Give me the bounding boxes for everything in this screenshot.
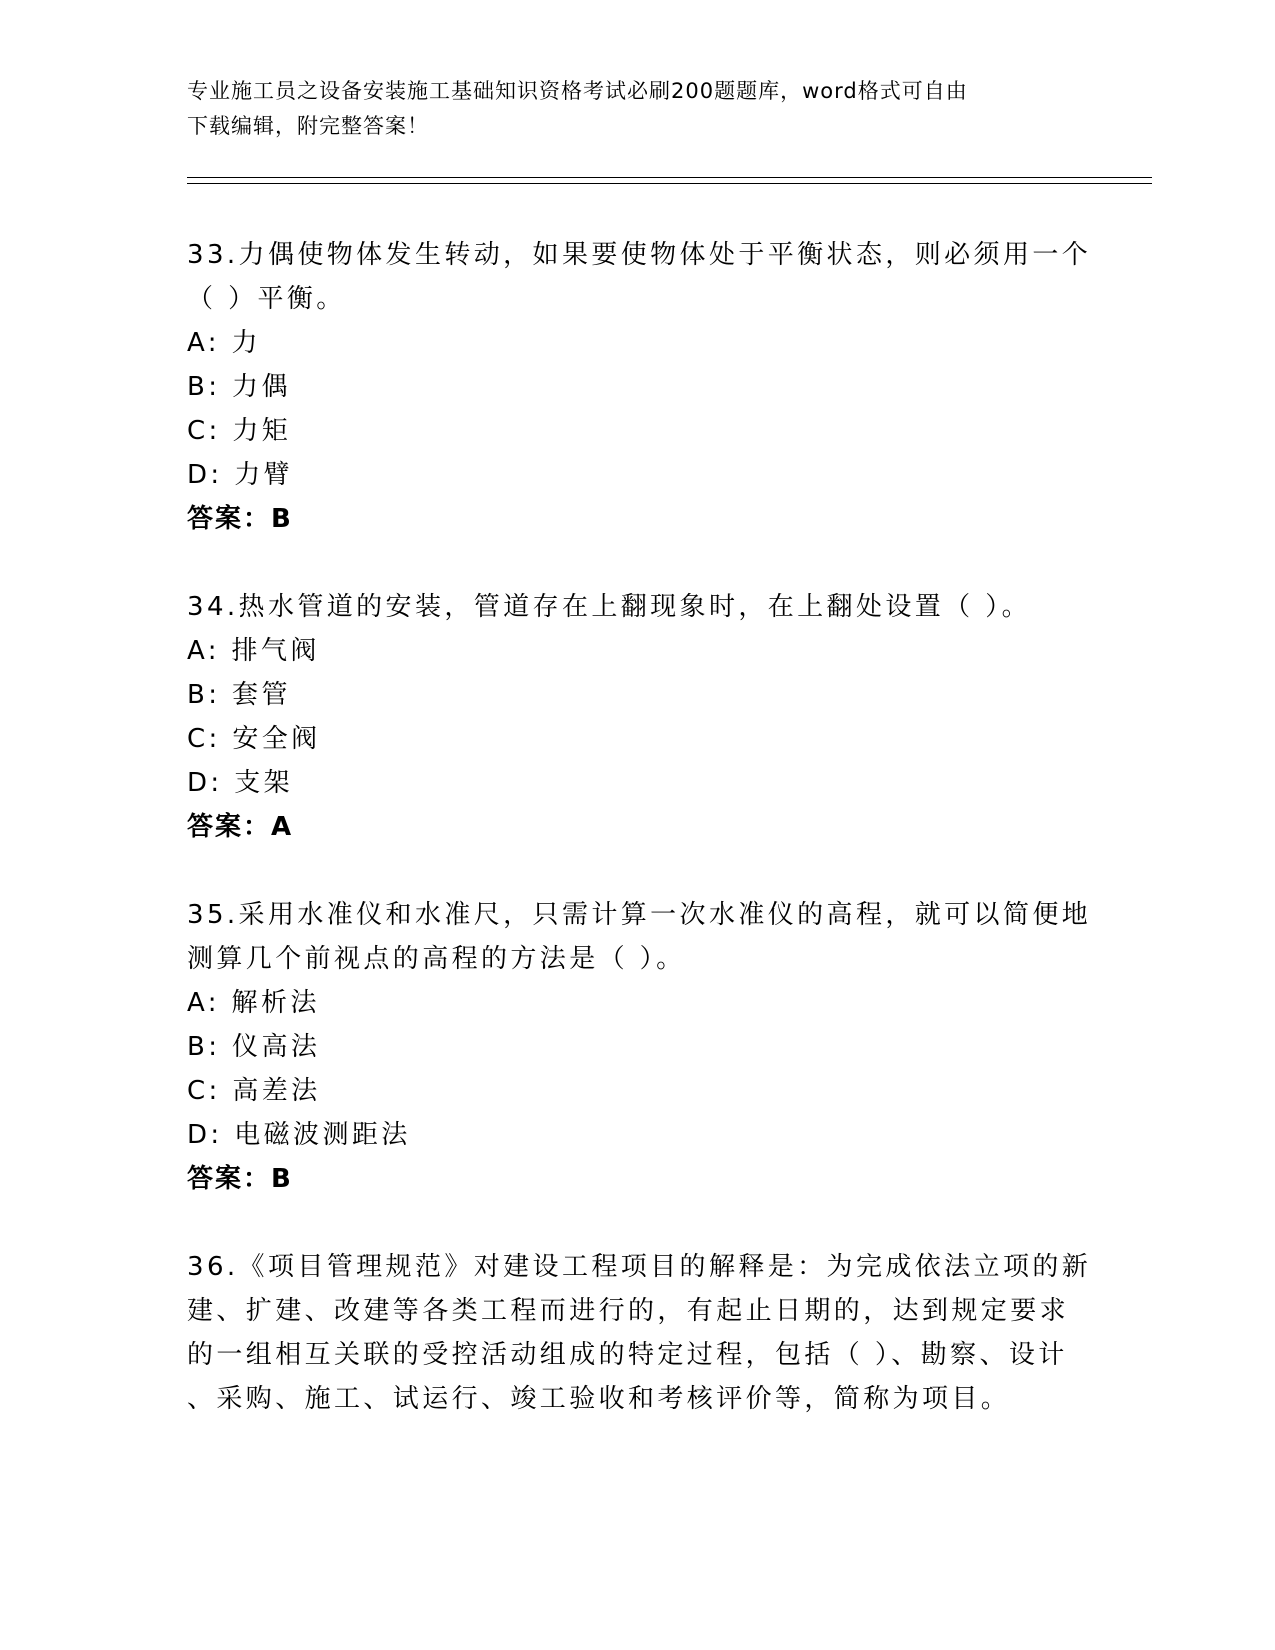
document-header [187,74,1087,144]
question-34-option-b: B: 套管 [187,680,291,710]
question-34-option-c: C: 安全阀 [187,724,321,754]
question-33-option-b: B: 力偶 [187,372,291,402]
header-line-2: 下载编辑，附完整答案！ [187,114,429,138]
question-34-answer: 答案：A [187,812,294,842]
header-line-1: 专业施工员之设备安装施工基础知识资格考试必刷200题题库，word格式可自由 [187,79,968,103]
question-33-option-a: A: 力 [187,328,261,358]
question-35-option-d: D: 电磁波测距法 [187,1120,411,1150]
question-36-stem-line-1: 36.《项目管理规范》对建设工程项目的解释是：为完成依法立项的新 [187,1252,1092,1282]
header-rule-bottom [187,183,1152,184]
question-35-stem-line-2: 测算几个前视点的高程的方法是（ ）。 [187,944,686,974]
question-34-stem-line-1: 34.热水管道的安装，管道存在上翻现象时，在上翻处设置（ ）。 [187,592,1032,622]
question-35-stem-line-1: 35.采用水准仪和水准尺，只需计算一次水准仪的高程，就可以简便地 [187,900,1092,930]
question-34-option-d: D: 支架 [187,768,294,798]
question-33-option-d: D: 力臂 [187,460,294,490]
question-33-stem-line-1: 33.力偶使物体发生转动，如果要使物体处于平衡状态，则必须用一个 [187,240,1092,270]
question-35-option-c: C: 高差法 [187,1076,321,1106]
question-34-option-a: A: 排气阀 [187,636,320,666]
question-35-option-b: B: 仪高法 [187,1032,321,1062]
question-33-stem-line-2: （ ）平衡。 [187,284,346,314]
question-33-answer: 答案：B [187,504,293,534]
question-36-stem-line-3: 的一组相互关联的受控活动组成的特定过程，包括（ ）、勘察、设计 [187,1340,1068,1370]
question-35-answer: 答案：B [187,1164,293,1194]
header-rule-top [187,177,1152,178]
question-36-stem-line-2: 建、扩建、改建等各类工程而进行的，有起止日期的，达到规定要求 [187,1296,1070,1326]
question-35-option-a: A: 解析法 [187,988,320,1018]
question-36-stem-line-4: 、采购、施工、试运行、竣工验收和考核评价等，简称为项目。 [187,1384,1011,1414]
question-33-option-c: C: 力矩 [187,416,292,446]
